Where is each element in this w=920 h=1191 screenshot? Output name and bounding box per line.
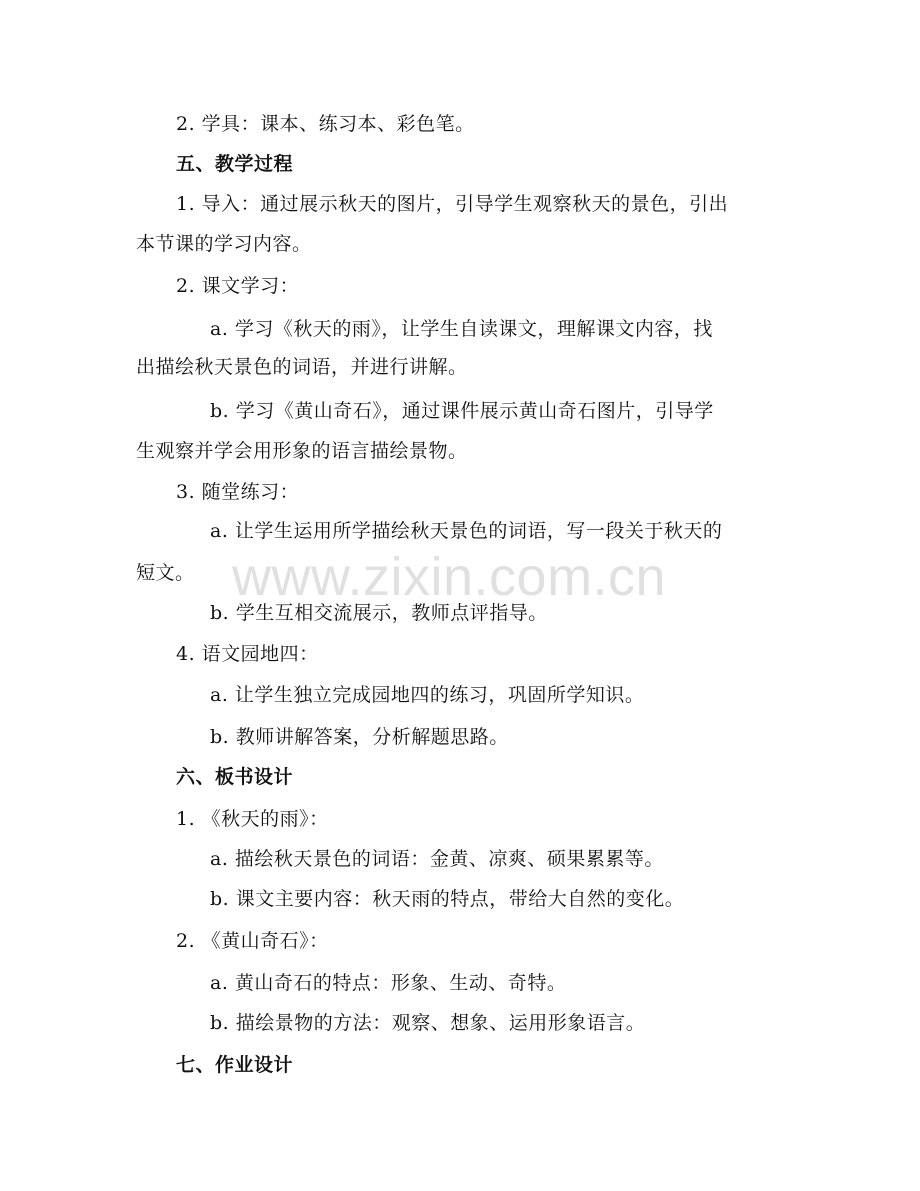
process-step-intro-cont: 本节课的学习内容。: [136, 233, 312, 255]
sub-item-b: b. 学习《黄山奇石》，通过课件展示黄山奇石图片，引导学: [210, 400, 714, 422]
sub-item-b: b. 学生互相交流展示，教师点评指导。: [210, 602, 548, 624]
sub-item-a: a. 让学生独立完成园地四的练习，巩固所学知识。: [210, 684, 645, 706]
board-item-huangshan-stones: 2. 《黄山奇石》：: [176, 930, 329, 952]
sub-item-b-cont: 生观察并学会用形象的语言描绘景物。: [136, 440, 468, 462]
watermark: www.zixin.com.cn: [232, 547, 667, 607]
sub-item-a: a. 学习《秋天的雨》，让学生自读课文，理解课文内容，找: [210, 318, 713, 340]
process-step-garden: 4. 语文园地四：: [176, 643, 319, 665]
sub-item-a: a. 描绘秋天景色的词语：金黄、凉爽、硕果累累等。: [210, 848, 664, 870]
sub-item-a-cont: 短文。: [136, 562, 195, 584]
section-heading-teaching-process: 五、教学过程: [176, 153, 294, 175]
sub-item-a: a. 黄山奇石的特点：形象、生动、奇特。: [210, 972, 567, 994]
sub-item-a: a. 让学生运用所学描绘秋天景色的词语，写一段关于秋天的: [210, 520, 723, 542]
section-heading-homework-design: 七、作业设计: [176, 1054, 294, 1076]
process-step-practice: 3. 随堂练习：: [176, 481, 300, 503]
process-step-intro: 1. 导入：通过展示秋天的图片，引导学生观察秋天的景色，引出: [176, 193, 729, 215]
sub-item-a-cont: 出描绘秋天景色的词语，并进行讲解。: [136, 356, 468, 378]
board-item-autumn-rain: 1. 《秋天的雨》：: [176, 808, 329, 830]
sub-item-b: b. 描绘景物的方法：观察、想象、运用形象语言。: [210, 1012, 646, 1034]
sub-item-b: b. 课文主要内容：秋天雨的特点，带给大自然的变化。: [210, 888, 685, 910]
process-step-text-study: 2. 课文学习：: [176, 275, 300, 297]
sub-item-b: b. 教师讲解答案，分析解题思路。: [210, 726, 509, 748]
materials-item: 2. 学具：课本、练习本、彩色笔。: [176, 113, 475, 135]
section-heading-board-design: 六、板书设计: [176, 766, 294, 788]
